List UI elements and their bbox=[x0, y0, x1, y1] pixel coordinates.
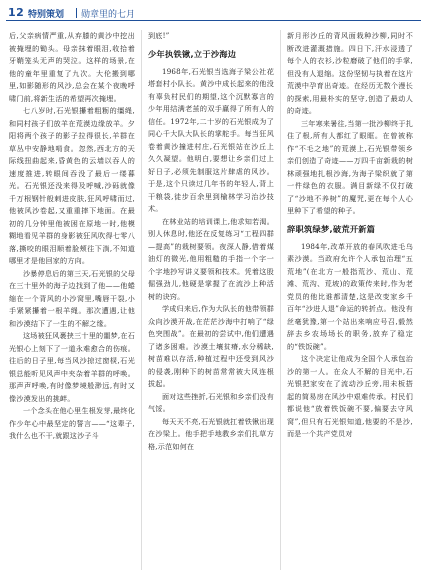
paragraph: 到底!” bbox=[148, 31, 170, 40]
paragraph: 新月形沙丘的背风面栽种沙柳,同时不断改进灌溉措施。四日下,汗水浸透了每个人的衣衫,沙粒磨破了他们的手掌,但没有人退缩。这份坚韧与执着在这片荒漠中孕育出奇迹。在经历无数个漫长的探索,用最朴实的坚守,创造了最动人的奇迹。 bbox=[287, 31, 413, 115]
paragraph: 后,父亲病情严重,从弃膝的黄沙中挖出被掩埋的锄头。母亲抹着眼泪,收拾着牙鞘笼头无声的哭泣。这样的场景,在他的童年里重复了九次。大伦搬到哪里,如影随形的风沙,总会在某个夜晚呼啸门前,将新生活的希望再次掩埋。 bbox=[9, 31, 135, 103]
paragraph: 这场被狂风裹挟三十里的噩梦,在石光银心上刻下了一道永难愈合的伤痕。往后的日子里,每当风沙掠过窗棂,石光银总能听见风声中夹杂着羊群的呼唤。那声声呼唤,有时像梦境般渺远,有时又像沙漠发出的挑衅。 bbox=[9, 331, 135, 403]
paragraph: 1984年,改革开放的春风吹进毛乌素沙漠。当政府允许个人承包治理“五荒地”(在北方一般指荒沙、荒山、荒滩、荒沟、荒坡)的政策传来时,作为老党员的他比谁都清楚,这是改变家乡千百年“沙进人退”命运的转折点。他没有丝毫犹豫,第一个站出来响应号召,毅然辞去乡农场场长的职务,放弃了稳定的“铁饭碗”。 bbox=[287, 241, 413, 351]
column-gutter bbox=[280, 30, 281, 570]
header-separator bbox=[76, 8, 77, 18]
paragraph: 一个念头在他心里生根发芽,最终化作少年心中最坚定的誓言——“这辈子,我什么也不干,就跟这沙子斗 bbox=[9, 406, 135, 440]
page-number: 12 bbox=[8, 6, 25, 19]
paragraph: 1968年,石光银当选海子梁公社花塔套村小队长。黄沙中成长起来的他没有辜负村民们的期望,这个沉默寡言的少年用结满老茧的双手赢得了所有人的信任。1972年,二十岁的石光银成为了同心千大队大队长的掌舵手。每当狂风卷着黄沙撞进村庄,石光银站在沙丘上久久凝望。他明白,要想让乡亲们过上好日子,必须先制服这片肆虐的风沙。于是,这个只读过几年书的年轻人,背上干粮袋,徒步百余里到榆林学习治沙技术。 bbox=[148, 66, 274, 213]
header-rule bbox=[6, 20, 421, 21]
paragraph: 每天天不亮,石光银就扛着铁锹出现在沙梁上。他手把手地教乡亲们扎草方格,示范如何在 bbox=[148, 416, 274, 451]
column-gutter bbox=[141, 30, 142, 570]
paragraph: 沙暴停息后的第三天,石光银的父母在三十里外的海子边找到了他——他蜷缩在一个背风的小沙窝里,嘴唇干裂,小手紧紧攥着一根羊绳。那次遭遇,让他和沙漠结下了一生的不解之缘。 bbox=[9, 268, 135, 328]
section-heading: 少年执铁锹,立于沙海边 bbox=[148, 48, 237, 59]
paragraph: 学成归来后,作为大队长的他带领群众向沙漠开战,在茫茫沙海中打响了“绿色突围战”。在最初的尝试中,他们遭遇了诸多困难。沙漠土壤贫瘠,水分稀缺,树苗难以存活,种植过程中还受到风沙的侵袭,刚种下的树苗常常被大风连根拔起。 bbox=[148, 304, 274, 388]
paragraph: 七八岁时,石光银攥着粗粝的缰绳,和同村孩子们放羊在荒漠边缘放羊。夕阳将两个孩子的影子拉得很长,羊群在草丛中安静地啃食。忽然,西北方的天际线扭曲起来,昏黄色的云墙以吞人的速度推进,转眼间吞没了最后一缕暮光。石光银还没来得及呼喊,沙砾就像千万根钢针般刺进皮肤,狂风呼啸而过,他被风沙卷起,又重重摔下地面。在最初的几分钟里他被困在原地一时,他模糊地看见羊群的身影被狂风吹得七零八落,撕咬的眼泪顺着脸颊往下淌,不知道哪里才是他回家的方向。 bbox=[9, 106, 135, 265]
paragraph: 这个决定让他成为全国个人承包治沙的第一人。在众人不解的目光中,石光银把家安在了流动沙丘旁,用未板搭起的简易房在风沙中艰难传承。村民们都说他“放着铁饭碗不要,偏要去守风窝”,但只有石光银知道,他要的不是沙,而是一个共产党员对 bbox=[287, 354, 413, 438]
section-heading: 辞职筑绿梦,破荒开新篇 bbox=[287, 223, 376, 234]
text-column-1 bbox=[9, 30, 135, 443]
paragraph: 三年寒来暑往,当第一批沙柳终于扎住了根,所有人都红了眼眶。在曾被称作“不毛之地”的荒漠上,石光银带领乡亲们创造了奇迹——万四千亩新栽的树林顽强地扎根沙海,为海子梁织就了第一件绿色的衣服。满目新绿不仅打破了“沙地不养树”的魔咒,更在每个人心里种下了希望的种子。 bbox=[287, 118, 413, 215]
text-column-3 bbox=[287, 30, 413, 441]
article-running-title: 勋章里的七月 bbox=[81, 10, 136, 20]
paragraph: 面对这些挫折,石光银和乡亲们没有气馁。 bbox=[148, 391, 274, 413]
text-column-2 bbox=[148, 30, 274, 453]
page-header bbox=[6, 6, 421, 21]
paragraph: 在林业站的培训课上,他求知若渴。别人休息时,他还在反复练习“工程四群—提高”的栽树要领。夜深人静,借着煤油灯的微光,他用粗糙的手指一个字一个字地抄写讲义要领和技术。凭着这股倔强劲儿,他硬是掌握了在流沙上种活树的诀窍。 bbox=[148, 216, 274, 301]
section-label: 特别策划 bbox=[28, 10, 65, 20]
